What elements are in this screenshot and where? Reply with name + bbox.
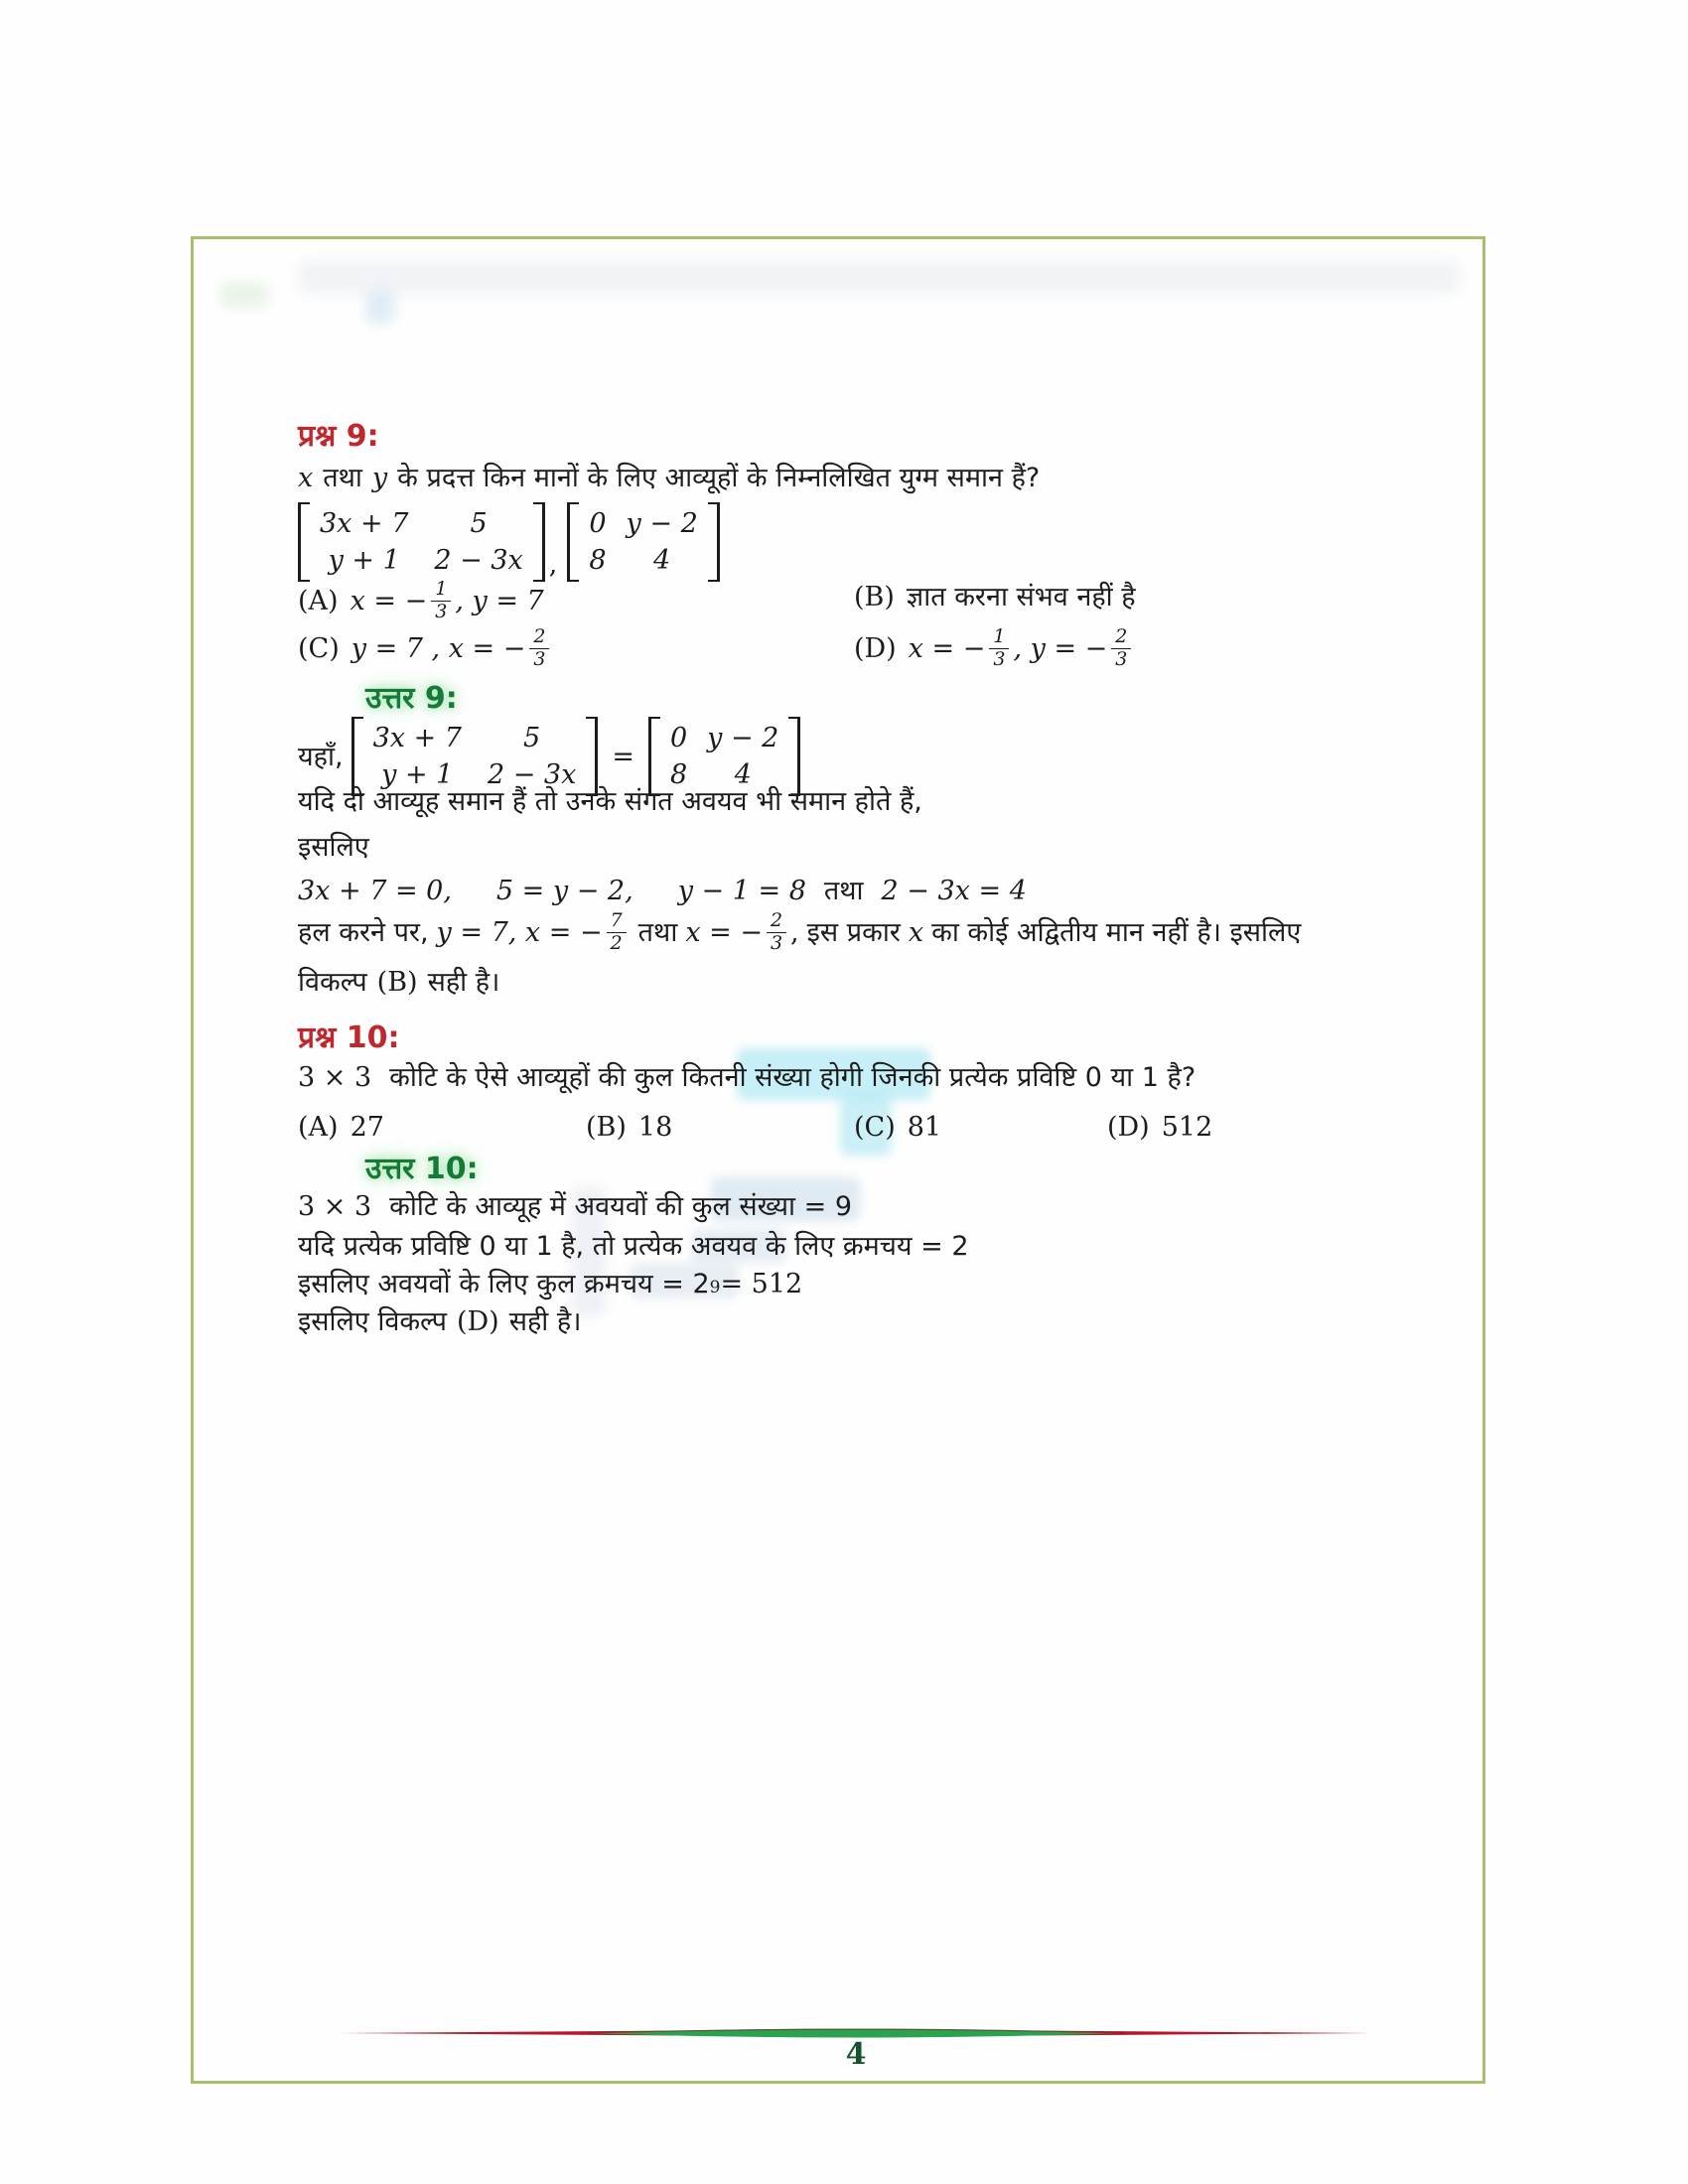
answer-9-equations [298, 874, 1027, 908]
q10-option-d [1107, 1110, 1212, 1145]
answer-9-solution: हल करने पर, y = 7, x = − $\frac{7}{2}$ तथा x = − $\frac{2}{3}$ , इस प्रकार x का कोई अद्वितीय मान नहीं है। इसलिए [298, 909, 1302, 954]
matrix-2-cell: 4 [734, 759, 752, 791]
matrix-1-cell: y + 1 [381, 759, 454, 791]
option-c-value: 81 [907, 1112, 942, 1143]
question-10-heading [298, 1019, 399, 1057]
matrix-2-cell: 4 [653, 545, 671, 577]
option-b-label: (B) [854, 582, 895, 613]
right-bracket [533, 502, 545, 582]
option-c-math: y = 7 , x = − [351, 632, 526, 664]
var-x: x [908, 916, 924, 948]
option-b-label: (B) [586, 1112, 627, 1143]
answer-10-conclusion: इसलिए विकल्प (D) सही है। [298, 1304, 581, 1339]
q9-option-a [298, 580, 544, 622]
matrix-order: 3 × 3 [298, 1191, 372, 1222]
equation-3: y − 1 = 8 [677, 876, 806, 906]
matrix-order: 3 × 3 [298, 1062, 372, 1093]
option-c-label: (C) [298, 632, 340, 664]
q9-option-d [854, 627, 1135, 670]
answer-9-isliye: इसलिए [298, 832, 369, 863]
matrix-separator-comma: , [548, 549, 558, 581]
matrix-1 [298, 502, 545, 582]
matrix-1-cell: 2 − 3x [487, 759, 577, 791]
fraction: $\frac{2}{3}$ [767, 911, 786, 954]
fraction: $\frac{2}{3}$ [1111, 627, 1131, 670]
option-b-value: 18 [637, 1112, 673, 1143]
option-d-math: x = − [908, 632, 986, 664]
var-y: y [371, 463, 388, 493]
fraction: $\frac{1}{3}$ [431, 580, 451, 622]
var-x: x [298, 463, 314, 493]
correct-option-d: (D) [456, 1306, 499, 1337]
matrix-1-cell: y + 1 [328, 545, 400, 577]
option-a-label: (A) [298, 585, 339, 616]
answer-10-line-1: 3 × 3 कोटि के आव्यूह में अवयवों की कुल संख्या = 9 [298, 1189, 852, 1224]
option-d-math: , y = − [1013, 632, 1108, 664]
q10-option-b [586, 1110, 672, 1145]
fraction: $\frac{1}{3}$ [989, 627, 1009, 670]
matrix-1-cell: 5 [523, 723, 541, 753]
matrix-2-cell: y − 2 [626, 508, 698, 539]
exponent: 9 [709, 1278, 721, 1297]
word-tatha: तथा [823, 876, 864, 906]
option-a-math: , y = 7 [455, 585, 544, 616]
matrix-2 [567, 502, 719, 582]
page-number: 4 [845, 2037, 867, 2072]
word-yahan: यहाँ, [298, 741, 344, 772]
fraction: $\frac{2}{3}$ [529, 627, 549, 670]
answer-9-conclusion: विकल्प (B) सही है। [298, 965, 499, 1000]
scan-artifact-top-left [220, 282, 268, 308]
option-d-value: 512 [1161, 1112, 1213, 1143]
matrix-2-cell: 8 [669, 759, 688, 791]
answer-10-line-3: इसलिए अवयवों के लिए कुल क्रमचय = 2 9 = 512 [298, 1269, 803, 1299]
option-a-value: 27 [350, 1112, 384, 1143]
q10-option-c [854, 1110, 941, 1145]
answer-9-heading-text: उत्तर 9: [365, 681, 458, 716]
matrix-1-cell: 3x + 7 [320, 508, 409, 539]
question-10-text-tail: कोटि के ऐसे आव्यूहों की कुल कितनी संख्या होगी जिनकी प्रत्येक प्रविष्टि 0 या 1 है? [389, 1062, 1196, 1093]
q9-option-b [854, 580, 1136, 614]
scan-artifact-blue-mark [365, 290, 395, 324]
question-9-heading-text: प्रश्न 9: [298, 419, 379, 454]
equals-sign: = [612, 741, 634, 772]
option-d-label: (D) [854, 632, 897, 664]
question-10-text [298, 1060, 1196, 1095]
matrix-2-cell: 8 [589, 545, 607, 577]
left-bracket [298, 502, 310, 582]
option-a-math: x = − [350, 585, 428, 616]
option-d-label: (D) [1107, 1112, 1150, 1143]
question-9-text [298, 461, 1040, 495]
option-b-text: ज्ञात करना संभव नहीं है [906, 582, 1136, 613]
q9-option-c [298, 627, 553, 670]
answer-10-heading [365, 1150, 479, 1188]
answer-10-line-2: यदि प्रत्येक प्रविष्टि 0 या 1 है, तो प्रत्येक अवयव के लिए क्रमचय = 2 [298, 1231, 969, 1262]
matrix-2-cell: 0 [669, 723, 688, 753]
equation-4: 2 − 3x = 4 [881, 876, 1027, 906]
left-bracket [567, 502, 579, 582]
question-9-heading [298, 417, 379, 456]
question-9-text-tail: के प्रदत्त किन मानों के लिए आव्यूहों के निम्नलिखित युग्म समान हैं? [397, 463, 1041, 493]
right-bracket [708, 502, 720, 582]
q10-option-a [298, 1110, 384, 1145]
correct-option-b: (B) [376, 967, 418, 998]
answer-9-statement: यदि दो आव्यूह समान हैं तो उनके संगत अवयव भी समान होते हैं, [298, 786, 922, 817]
word-tatha: तथा [323, 463, 362, 493]
matrix-1-cell: 3x + 7 [372, 723, 462, 753]
equation-2: 5 = y − 2, [495, 876, 633, 906]
option-c-label: (C) [854, 1112, 896, 1143]
answer-9-heading [365, 679, 458, 718]
scan-artifact-top-band [298, 260, 1460, 294]
answer-10-heading-text: उत्तर 10: [365, 1152, 479, 1186]
matrix-1-cell: 5 [470, 508, 488, 539]
question-10-heading-text: प्रश्न 10: [298, 1021, 400, 1055]
option-a-label: (A) [298, 1112, 339, 1143]
fraction: $\frac{7}{2}$ [607, 911, 627, 954]
word-tatha: तथा [637, 916, 678, 948]
matrix-2-cell: y − 2 [707, 723, 779, 753]
question-9-matrix-pair [298, 502, 720, 582]
matrix-1-cell: 2 − 3x [434, 545, 523, 577]
matrix-2-cell: 0 [589, 508, 607, 539]
equation-1: 3x + 7 = 0, [298, 876, 452, 906]
